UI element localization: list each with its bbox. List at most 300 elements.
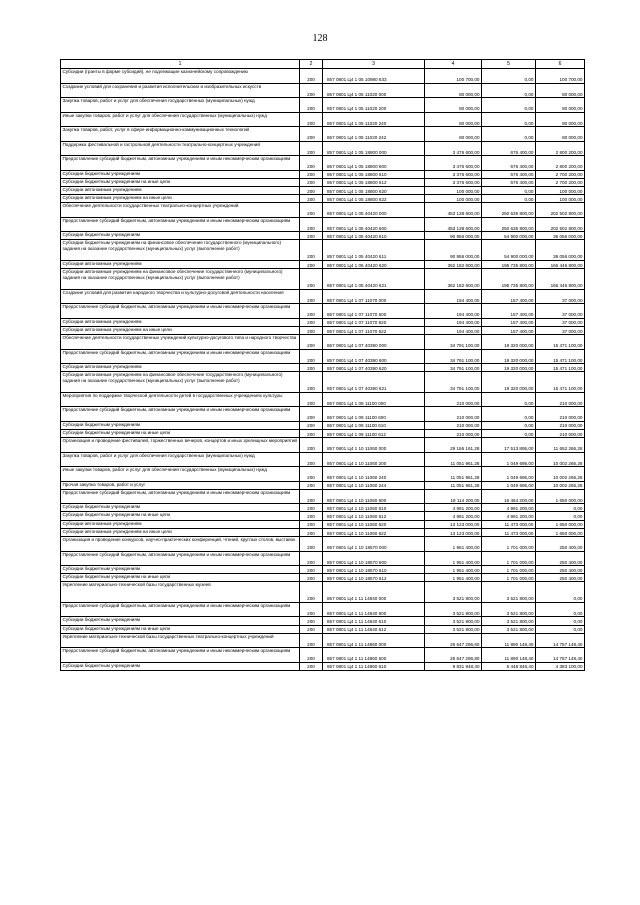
- row-amount-col6-cell: 10 002 266,28: [536, 452, 585, 467]
- row-classification-cell: 857 0801 Ц4 1 10 11060 612: [323, 512, 425, 520]
- row-amount-col6-cell: 80 000,00: [536, 127, 585, 142]
- row-code-cell: 200: [300, 662, 323, 670]
- row-amount-total-cell: 3 376 600,00: [425, 178, 482, 186]
- row-amount-col5-cell: 54 900 000,00: [482, 240, 536, 261]
- column-header: 4: [425, 60, 482, 69]
- row-amount-total-cell: 4 991 200,00: [425, 504, 482, 512]
- row-amount-col6-cell: 80 000,00: [536, 98, 585, 113]
- row-classification-cell: 857 0801 Ц4 1 11 14860 000: [323, 633, 425, 648]
- row-amount-col5-cell: 3 521 800,00: [482, 625, 536, 633]
- table-row: [61, 452, 585, 467]
- row-amount-col6-cell: 202 502 800,00: [536, 203, 585, 218]
- row-amount-col6-cell: 14 757 148,40: [536, 633, 585, 648]
- row-name-cell: Субсидии автономным учреждениям: [61, 520, 300, 528]
- table-row: [61, 232, 585, 240]
- row-classification-cell: 857 0801 Ц4 1 05 40420 610: [323, 232, 425, 240]
- row-classification-cell: 857 0801 Ц4 1 10 18570 000: [323, 537, 425, 552]
- row-code-cell: 200: [300, 504, 323, 512]
- row-code-cell: 200: [300, 520, 323, 528]
- row-code-cell: 200: [300, 141, 323, 156]
- row-amount-col5-cell: 1 049 695,00: [482, 452, 536, 467]
- table-row: [61, 625, 585, 633]
- row-name-cell: Предоставление субсидий бюджетным, автономным учреждениям и иным некоммерческим организациям: [61, 304, 300, 319]
- row-amount-total-cell: 100 700,00: [425, 69, 482, 84]
- row-amount-col6-cell: 0,00: [536, 617, 585, 625]
- row-amount-col5-cell: 1 049 695,00: [482, 467, 536, 482]
- row-amount-total-cell: 194 400,00: [425, 326, 482, 334]
- row-code-cell: 200: [300, 537, 323, 552]
- row-name-cell: Укрепление материально-технической базы государственных музеев: [61, 582, 300, 603]
- row-amount-col6-cell: 210 000,00: [536, 407, 585, 422]
- table-row: [61, 648, 585, 663]
- row-code-cell: 200: [300, 304, 323, 319]
- row-name-cell: Субсидии бюджетным учреждениям: [61, 662, 300, 670]
- table-row: [61, 662, 585, 670]
- row-amount-total-cell: 1 951 400,00: [425, 551, 482, 566]
- row-classification-cell: 857 0801 Ц4 1 10 18570 600: [323, 551, 425, 566]
- row-classification-cell: 857 0801 Ц4 1 10 18570 610: [323, 566, 425, 574]
- row-classification-cell: 857 0801 Ц4 1 10 11060 620: [323, 520, 425, 528]
- row-code-cell: 200: [300, 452, 323, 467]
- row-amount-col6-cell: 166 446 800,00: [536, 260, 585, 268]
- row-name-cell: Субсидии бюджетным учреждениям на иные цели: [61, 574, 300, 582]
- row-name-cell: Иные закупки товаров, работ и услуг для обеспечения государственных (муниципальных) нужд: [61, 467, 300, 482]
- row-code-cell: 200: [300, 429, 323, 437]
- row-amount-total-cell: 4 991 200,00: [425, 512, 482, 520]
- row-amount-col6-cell: 10 002 266,28: [536, 481, 585, 489]
- table-row: [61, 170, 585, 178]
- table-row: [61, 489, 585, 504]
- row-amount-col5-cell: 0,00: [482, 407, 536, 422]
- row-name-cell: Предоставление субсидий бюджетным, автономным учреждениям и иным некоммерческим организациям: [61, 349, 300, 364]
- row-name-cell: Субсидии бюджетным учреждениям: [61, 421, 300, 429]
- table-row: [61, 127, 585, 142]
- row-code-cell: 200: [300, 156, 323, 171]
- row-name-cell: Обеспечение деятельности государственных учреждений культурно-досугового типа и народного творчества: [61, 335, 300, 350]
- table-row: [61, 421, 585, 429]
- row-amount-total-cell: 3 521 800,00: [425, 582, 482, 603]
- row-amount-col6-cell: 37 000,00: [536, 289, 585, 304]
- budget-table: [60, 59, 585, 671]
- row-classification-cell: 857 0801 Ц4 1 07 40390 000: [323, 335, 425, 350]
- row-amount-total-cell: 3 521 800,00: [425, 617, 482, 625]
- table-row: [61, 520, 585, 528]
- table-row: [61, 98, 585, 113]
- row-name-cell: Прочая закупка товаров, работ и услуг: [61, 481, 300, 489]
- row-code-cell: 200: [300, 335, 323, 350]
- row-amount-col6-cell: 1 650 000,00: [536, 528, 585, 536]
- row-amount-total-cell: 3 376 600,00: [425, 170, 482, 178]
- row-amount-col6-cell: 2 800 200,00: [536, 156, 585, 171]
- row-classification-cell: 857 0801 Ц4 1 10 18570 612: [323, 574, 425, 582]
- row-amount-col6-cell: 15 471 100,00: [536, 364, 585, 372]
- table-row: [61, 195, 585, 203]
- row-name-cell: Создание условий для развития народного творчества и культурно-досуговой деятельности населения: [61, 289, 300, 304]
- row-code-cell: 200: [300, 170, 323, 178]
- row-amount-col5-cell: 11 473 000,00: [482, 528, 536, 536]
- row-amount-col5-cell: 0,00: [482, 421, 536, 429]
- row-classification-cell: 857 0801 Ц4 1 05 18800 610: [323, 170, 425, 178]
- row-amount-total-cell: 3 521 800,00: [425, 602, 482, 617]
- table-row: [61, 429, 585, 437]
- row-classification-cell: 857 0801 Ц4 1 05 18800 612: [323, 178, 425, 186]
- row-code-cell: 200: [300, 648, 323, 663]
- row-name-cell: Субсидии бюджетным учреждениям на финансовое обеспечение государственного (муниципального) задания на оказание государственных (муниципальных) услуг (выполнение работ): [61, 240, 300, 261]
- row-amount-total-cell: 194 400,00: [425, 289, 482, 304]
- row-name-cell: Субсидии бюджетным учреждениям: [61, 617, 300, 625]
- row-classification-cell: 857 0801 Ц4 1 11 14840 612: [323, 625, 425, 633]
- row-code-cell: 200: [300, 289, 323, 304]
- row-amount-col6-cell: 10 002 266,28: [536, 467, 585, 482]
- row-amount-total-cell: 29 166 161,28: [425, 438, 482, 453]
- row-amount-col6-cell: 37 000,00: [536, 326, 585, 334]
- row-amount-col6-cell: 250 400,00: [536, 574, 585, 582]
- table-row: [61, 566, 585, 574]
- row-name-cell: Предоставление субсидий бюджетным, автономным учреждениям и иным некоммерческим организациям: [61, 551, 300, 566]
- row-amount-col6-cell: 36 056 000,00: [536, 240, 585, 261]
- table-row: [61, 112, 585, 127]
- row-amount-total-cell: 194 400,00: [425, 318, 482, 326]
- row-classification-cell: 857 0801 Ц4 1 10 11060 200: [323, 452, 425, 467]
- row-amount-col5-cell: 1 701 000,00: [482, 566, 536, 574]
- column-header: 3: [323, 60, 425, 69]
- row-code-cell: 200: [300, 195, 323, 203]
- table-row: [61, 178, 585, 186]
- row-amount-col6-cell: 4 383 100,00: [536, 662, 585, 670]
- row-code-cell: 200: [300, 602, 323, 617]
- table-row: [61, 318, 585, 326]
- row-amount-total-cell: 34 791 100,00: [425, 372, 482, 393]
- row-amount-col6-cell: 166 446 800,00: [536, 269, 585, 290]
- row-amount-col5-cell: 0,00: [482, 429, 536, 437]
- row-amount-col5-cell: 250 635 800,00: [482, 217, 536, 232]
- row-classification-cell: 857 0801 Ц4 1 05 11020 242: [323, 127, 425, 142]
- table-row: [61, 537, 585, 552]
- row-amount-total-cell: 1 951 400,00: [425, 566, 482, 574]
- row-amount-total-cell: 210 000,00: [425, 407, 482, 422]
- row-amount-col6-cell: 15 471 100,00: [536, 372, 585, 393]
- table-row: [61, 217, 585, 232]
- row-classification-cell: 857 0801 Ц4 1 07 11070 620: [323, 318, 425, 326]
- row-amount-col6-cell: 0,00: [536, 602, 585, 617]
- row-amount-col6-cell: 0,00: [536, 512, 585, 520]
- row-amount-total-cell: 3 476 600,00: [425, 141, 482, 156]
- row-amount-total-cell: 80 000,00: [425, 112, 482, 127]
- row-code-cell: 200: [300, 178, 323, 186]
- row-amount-col6-cell: 210 000,00: [536, 392, 585, 407]
- row-classification-cell: 857 0801 Ц4 1 10 11060 622: [323, 528, 425, 536]
- row-name-cell: Организация и проведение фестивалей, торжественных вечеров, концертов и иных зрелищных мероприятий: [61, 438, 300, 453]
- row-classification-cell: 857 0801 Ц4 1 05 11020 000: [323, 83, 425, 98]
- row-amount-col6-cell: 0,00: [536, 582, 585, 603]
- row-amount-total-cell: 100 000,00: [425, 186, 482, 194]
- row-code-cell: 200: [300, 364, 323, 372]
- table-row: [61, 304, 585, 319]
- row-classification-cell: 857 0801 Ц4 1 07 40390 620: [323, 364, 425, 372]
- row-amount-total-cell: 80 000,00: [425, 98, 482, 113]
- row-name-cell: Субсидии автономным учреждениям: [61, 364, 300, 372]
- row-amount-col5-cell: 676 400,00: [482, 156, 536, 171]
- page-number: 128: [312, 33, 328, 44]
- row-name-cell: Предоставление субсидий бюджетным, автономным учреждениям и иным некоммерческим организациям: [61, 648, 300, 663]
- row-name-cell: Субсидии бюджетным учреждениям на иные цели: [61, 178, 300, 186]
- row-name-cell: Субсидии автономным учреждениям: [61, 318, 300, 326]
- row-amount-total-cell: 80 000,00: [425, 127, 482, 142]
- row-amount-total-cell: 362 182 600,00: [425, 269, 482, 290]
- table-row: [61, 551, 585, 566]
- row-classification-cell: 857 0801 Ц4 1 05 40420 611: [323, 240, 425, 261]
- row-name-cell: Субсидии бюджетным учреждениям: [61, 566, 300, 574]
- row-code-cell: 200: [300, 260, 323, 268]
- row-name-cell: Предоставление субсидий бюджетным, автономным учреждениям и иным некоммерческим организациям: [61, 156, 300, 171]
- table-row: [61, 83, 585, 98]
- row-amount-col6-cell: 80 000,00: [536, 83, 585, 98]
- row-code-cell: 200: [300, 617, 323, 625]
- row-name-cell: Закупка товаров, работ и услуг для обеспечения государственных (муниципальных) нужд: [61, 98, 300, 113]
- row-amount-col6-cell: 202 502 800,00: [536, 217, 585, 232]
- table-row: [61, 269, 585, 290]
- table-row: [61, 260, 585, 268]
- row-classification-cell: 857 0801 Ц4 1 05 18800 620: [323, 186, 425, 194]
- row-classification-cell: 857 0801 Ц4 1 09 11100 612: [323, 429, 425, 437]
- table-row: [61, 512, 585, 520]
- row-code-cell: 200: [300, 240, 323, 261]
- row-amount-col6-cell: 210 000,00: [536, 429, 585, 437]
- row-amount-col5-cell: 1 701 000,00: [482, 537, 536, 552]
- row-name-cell: Субсидии автономным учреждениям: [61, 260, 300, 268]
- row-amount-col6-cell: 0,00: [536, 504, 585, 512]
- row-amount-col6-cell: 37 000,00: [536, 304, 585, 319]
- row-amount-total-cell: 13 123 000,00: [425, 520, 482, 528]
- row-code-cell: 200: [300, 112, 323, 127]
- row-code-cell: 200: [300, 481, 323, 489]
- row-name-cell: Субсидии (гранты в форме субсидий), не подлежащие казначейскому сопровождению: [61, 69, 300, 84]
- table-row: [61, 156, 585, 171]
- row-classification-cell: 857 0801 Ц4 1 05 40420 000: [323, 203, 425, 218]
- row-amount-total-cell: 3 476 600,00: [425, 156, 482, 171]
- row-amount-col5-cell: 0,00: [482, 127, 536, 142]
- row-amount-total-cell: 3 521 800,00: [425, 625, 482, 633]
- row-code-cell: 200: [300, 127, 323, 142]
- row-amount-col5-cell: 157 400,00: [482, 318, 536, 326]
- row-classification-cell: 857 0801 Ц4 1 11 14840 610: [323, 617, 425, 625]
- row-amount-col5-cell: 0,00: [482, 69, 536, 84]
- row-code-cell: 200: [300, 407, 323, 422]
- row-name-cell: Иные закупки товаров, работ и услуг для обеспечения государственных (муниципальных) нужд: [61, 112, 300, 127]
- row-amount-col6-cell: 2 700 200,00: [536, 170, 585, 178]
- table-row: [61, 617, 585, 625]
- table-row: [61, 602, 585, 617]
- row-code-cell: 200: [300, 512, 323, 520]
- row-amount-col5-cell: 0,00: [482, 98, 536, 113]
- row-amount-col5-cell: 11 890 148,40: [482, 648, 536, 663]
- row-amount-total-cell: 1 951 400,00: [425, 574, 482, 582]
- row-classification-cell: 857 0801 Ц4 1 07 11070 000: [323, 289, 425, 304]
- row-amount-total-cell: 362 182 600,00: [425, 260, 482, 268]
- row-amount-total-cell: 90 956 000,00: [425, 240, 482, 261]
- row-code-cell: 200: [300, 326, 323, 334]
- row-classification-cell: 857 0801 Ц4 1 11 14860 610: [323, 662, 425, 670]
- row-amount-total-cell: 194 400,00: [425, 304, 482, 319]
- row-amount-col5-cell: 5 448 848,40: [482, 662, 536, 670]
- row-amount-col5-cell: 3 521 800,00: [482, 582, 536, 603]
- row-amount-total-cell: 453 138 600,00: [425, 217, 482, 232]
- row-classification-cell: 857 0801 Ц4 1 09 11100 000: [323, 392, 425, 407]
- row-amount-col5-cell: 3 521 800,00: [482, 617, 536, 625]
- row-amount-col5-cell: 0,00: [482, 195, 536, 203]
- table-row: [61, 326, 585, 334]
- row-amount-total-cell: 210 000,00: [425, 429, 482, 437]
- row-amount-col6-cell: 15 471 100,00: [536, 349, 585, 364]
- row-amount-total-cell: 26 647 296,80: [425, 648, 482, 663]
- table-row: [61, 392, 585, 407]
- row-amount-col5-cell: 0,00: [482, 112, 536, 127]
- table-row: [61, 240, 585, 261]
- row-classification-cell: 857 0801 Ц4 1 10 11060 244: [323, 481, 425, 489]
- column-header: 6: [536, 60, 585, 69]
- row-name-cell: Субсидии бюджетным учреждениям: [61, 504, 300, 512]
- row-code-cell: 200: [300, 489, 323, 504]
- table-row: [61, 633, 585, 648]
- row-amount-col5-cell: 11 473 000,00: [482, 520, 536, 528]
- row-amount-col5-cell: 0,00: [482, 186, 536, 194]
- row-amount-col5-cell: 19 320 000,00: [482, 372, 536, 393]
- row-amount-col5-cell: 19 320 000,00: [482, 364, 536, 372]
- row-amount-col5-cell: 54 900 000,00: [482, 232, 536, 240]
- row-amount-col6-cell: 14 757 148,40: [536, 648, 585, 663]
- table-row: [61, 186, 585, 194]
- row-amount-col6-cell: 250 400,00: [536, 551, 585, 566]
- row-name-cell: Создание условий для сохранения и развития исполнительских и изобразительных искусств: [61, 83, 300, 98]
- row-code-cell: 200: [300, 528, 323, 536]
- row-code-cell: 200: [300, 318, 323, 326]
- row-amount-col5-cell: 0,00: [482, 83, 536, 98]
- row-amount-col6-cell: 250 400,00: [536, 566, 585, 574]
- row-classification-cell: 857 0801 Ц4 1 05 40420 620: [323, 260, 425, 268]
- row-amount-total-cell: 18 114 200,00: [425, 489, 482, 504]
- row-amount-col5-cell: 4 991 200,00: [482, 512, 536, 520]
- row-code-cell: 200: [300, 69, 323, 84]
- row-amount-total-cell: 1 951 400,00: [425, 537, 482, 552]
- row-amount-col5-cell: 4 991 200,00: [482, 504, 536, 512]
- row-classification-cell: 857 0801 Ц4 1 10 11060 240: [323, 467, 425, 482]
- row-classification-cell: 857 0801 Ц4 1 05 11020 200: [323, 98, 425, 113]
- row-name-cell: Субсидии бюджетным учреждениям на иные цели: [61, 429, 300, 437]
- row-name-cell: Укрепление материально-технической базы государственных театрально-концертных учреждений: [61, 633, 300, 648]
- row-name-cell: Субсидии бюджетным учреждениям на иные цели: [61, 625, 300, 633]
- row-amount-total-cell: 34 791 100,00: [425, 349, 482, 364]
- row-amount-col6-cell: 0,00: [536, 625, 585, 633]
- row-amount-col5-cell: 3 521 800,00: [482, 602, 536, 617]
- row-code-cell: 200: [300, 551, 323, 566]
- row-amount-col6-cell: 11 652 266,28: [536, 438, 585, 453]
- table-row: [61, 289, 585, 304]
- row-name-cell: Обеспечение деятельности государственных театрально-концертных учреждений: [61, 203, 300, 218]
- row-classification-cell: 857 0801 Ц4 1 11 14860 600: [323, 648, 425, 663]
- row-classification-cell: 857 0801 Ц4 1 05 40420 621: [323, 269, 425, 290]
- row-amount-col6-cell: 37 000,00: [536, 318, 585, 326]
- row-code-cell: 200: [300, 574, 323, 582]
- row-amount-col5-cell: 195 735 800,00: [482, 260, 536, 268]
- table-row: [61, 141, 585, 156]
- table-row: [61, 349, 585, 364]
- row-amount-col6-cell: 100 700,00: [536, 69, 585, 84]
- table-row: [61, 372, 585, 393]
- table-row: [61, 407, 585, 422]
- row-amount-total-cell: 13 123 000,00: [425, 528, 482, 536]
- row-amount-col5-cell: 157 400,00: [482, 304, 536, 319]
- row-amount-col5-cell: 16 464 200,00: [482, 489, 536, 504]
- row-amount-col5-cell: 676 400,00: [482, 141, 536, 156]
- row-amount-col6-cell: 210 000,00: [536, 421, 585, 429]
- row-code-cell: 200: [300, 98, 323, 113]
- row-classification-cell: 857 0801 Ц4 1 05 18800 622: [323, 195, 425, 203]
- row-amount-total-cell: 210 000,00: [425, 421, 482, 429]
- row-amount-total-cell: 80 000,00: [425, 83, 482, 98]
- row-code-cell: 200: [300, 372, 323, 393]
- table-row: [61, 69, 585, 84]
- row-code-cell: 200: [300, 467, 323, 482]
- row-amount-total-cell: 100 000,00: [425, 195, 482, 203]
- row-amount-col6-cell: 1 650 000,00: [536, 489, 585, 504]
- row-name-cell: Предоставление субсидий бюджетным, автономным учреждениям и иным некоммерческим организациям: [61, 407, 300, 422]
- row-name-cell: Субсидии автономным учреждениям: [61, 186, 300, 194]
- row-amount-total-cell: 9 831 948,40: [425, 662, 482, 670]
- row-code-cell: 200: [300, 186, 323, 194]
- table-row: [61, 364, 585, 372]
- row-code-cell: 200: [300, 83, 323, 98]
- row-name-cell: Субсидии автономным учреждениям на иные цели: [61, 195, 300, 203]
- row-amount-total-cell: 26 647 296,60: [425, 633, 482, 648]
- row-amount-col5-cell: 676 400,00: [482, 170, 536, 178]
- table-row: [61, 481, 585, 489]
- row-amount-col5-cell: 19 320 000,00: [482, 349, 536, 364]
- row-code-cell: 200: [300, 203, 323, 218]
- row-amount-col6-cell: 100 000,00: [536, 186, 585, 194]
- row-code-cell: 200: [300, 421, 323, 429]
- row-amount-col5-cell: 0,00: [482, 392, 536, 407]
- row-amount-col5-cell: 676 400,00: [482, 178, 536, 186]
- row-amount-total-cell: 453 138 600,00: [425, 203, 482, 218]
- row-name-cell: Организация и проведение конкурсов, научно-практических конференций, чтений, круглых столов, выставок: [61, 537, 300, 552]
- row-amount-col6-cell: 36 056 000,00: [536, 232, 585, 240]
- row-classification-cell: 857 0801 Ц4 1 05 10980 633: [323, 69, 425, 84]
- row-classification-cell: 857 0801 Ц4 1 05 18800 000: [323, 141, 425, 156]
- row-amount-col5-cell: 17 513 895,00: [482, 438, 536, 453]
- row-code-cell: 200: [300, 232, 323, 240]
- column-header: 1: [61, 60, 300, 69]
- row-amount-col5-cell: 1 701 000,00: [482, 551, 536, 566]
- row-classification-cell: 857 0801 Ц4 1 10 11060 000: [323, 438, 425, 453]
- row-name-cell: Субсидии автономным учреждениям на иные цели: [61, 528, 300, 536]
- row-amount-col6-cell: 100 000,00: [536, 195, 585, 203]
- row-code-cell: 200: [300, 625, 323, 633]
- row-code-cell: 200: [300, 269, 323, 290]
- table-row: [61, 528, 585, 536]
- row-amount-col6-cell: 1 650 000,00: [536, 520, 585, 528]
- row-name-cell: Предоставление субсидий бюджетным, автономным учреждениям и иным некоммерческим организациям: [61, 217, 300, 232]
- row-amount-col5-cell: 157 400,00: [482, 289, 536, 304]
- row-classification-cell: 857 0801 Ц4 1 07 11070 622: [323, 326, 425, 334]
- row-amount-total-cell: 11 051 961,28: [425, 481, 482, 489]
- row-code-cell: 200: [300, 566, 323, 574]
- row-amount-col6-cell: 250 400,00: [536, 537, 585, 552]
- row-name-cell: Предоставление субсидий бюджетным, автономным учреждениям и иным некоммерческим организациям: [61, 602, 300, 617]
- row-classification-cell: 857 0801 Ц4 1 10 11060 600: [323, 489, 425, 504]
- row-code-cell: 200: [300, 392, 323, 407]
- row-amount-col6-cell: 2 700 200,00: [536, 178, 585, 186]
- column-header: 5: [482, 60, 536, 69]
